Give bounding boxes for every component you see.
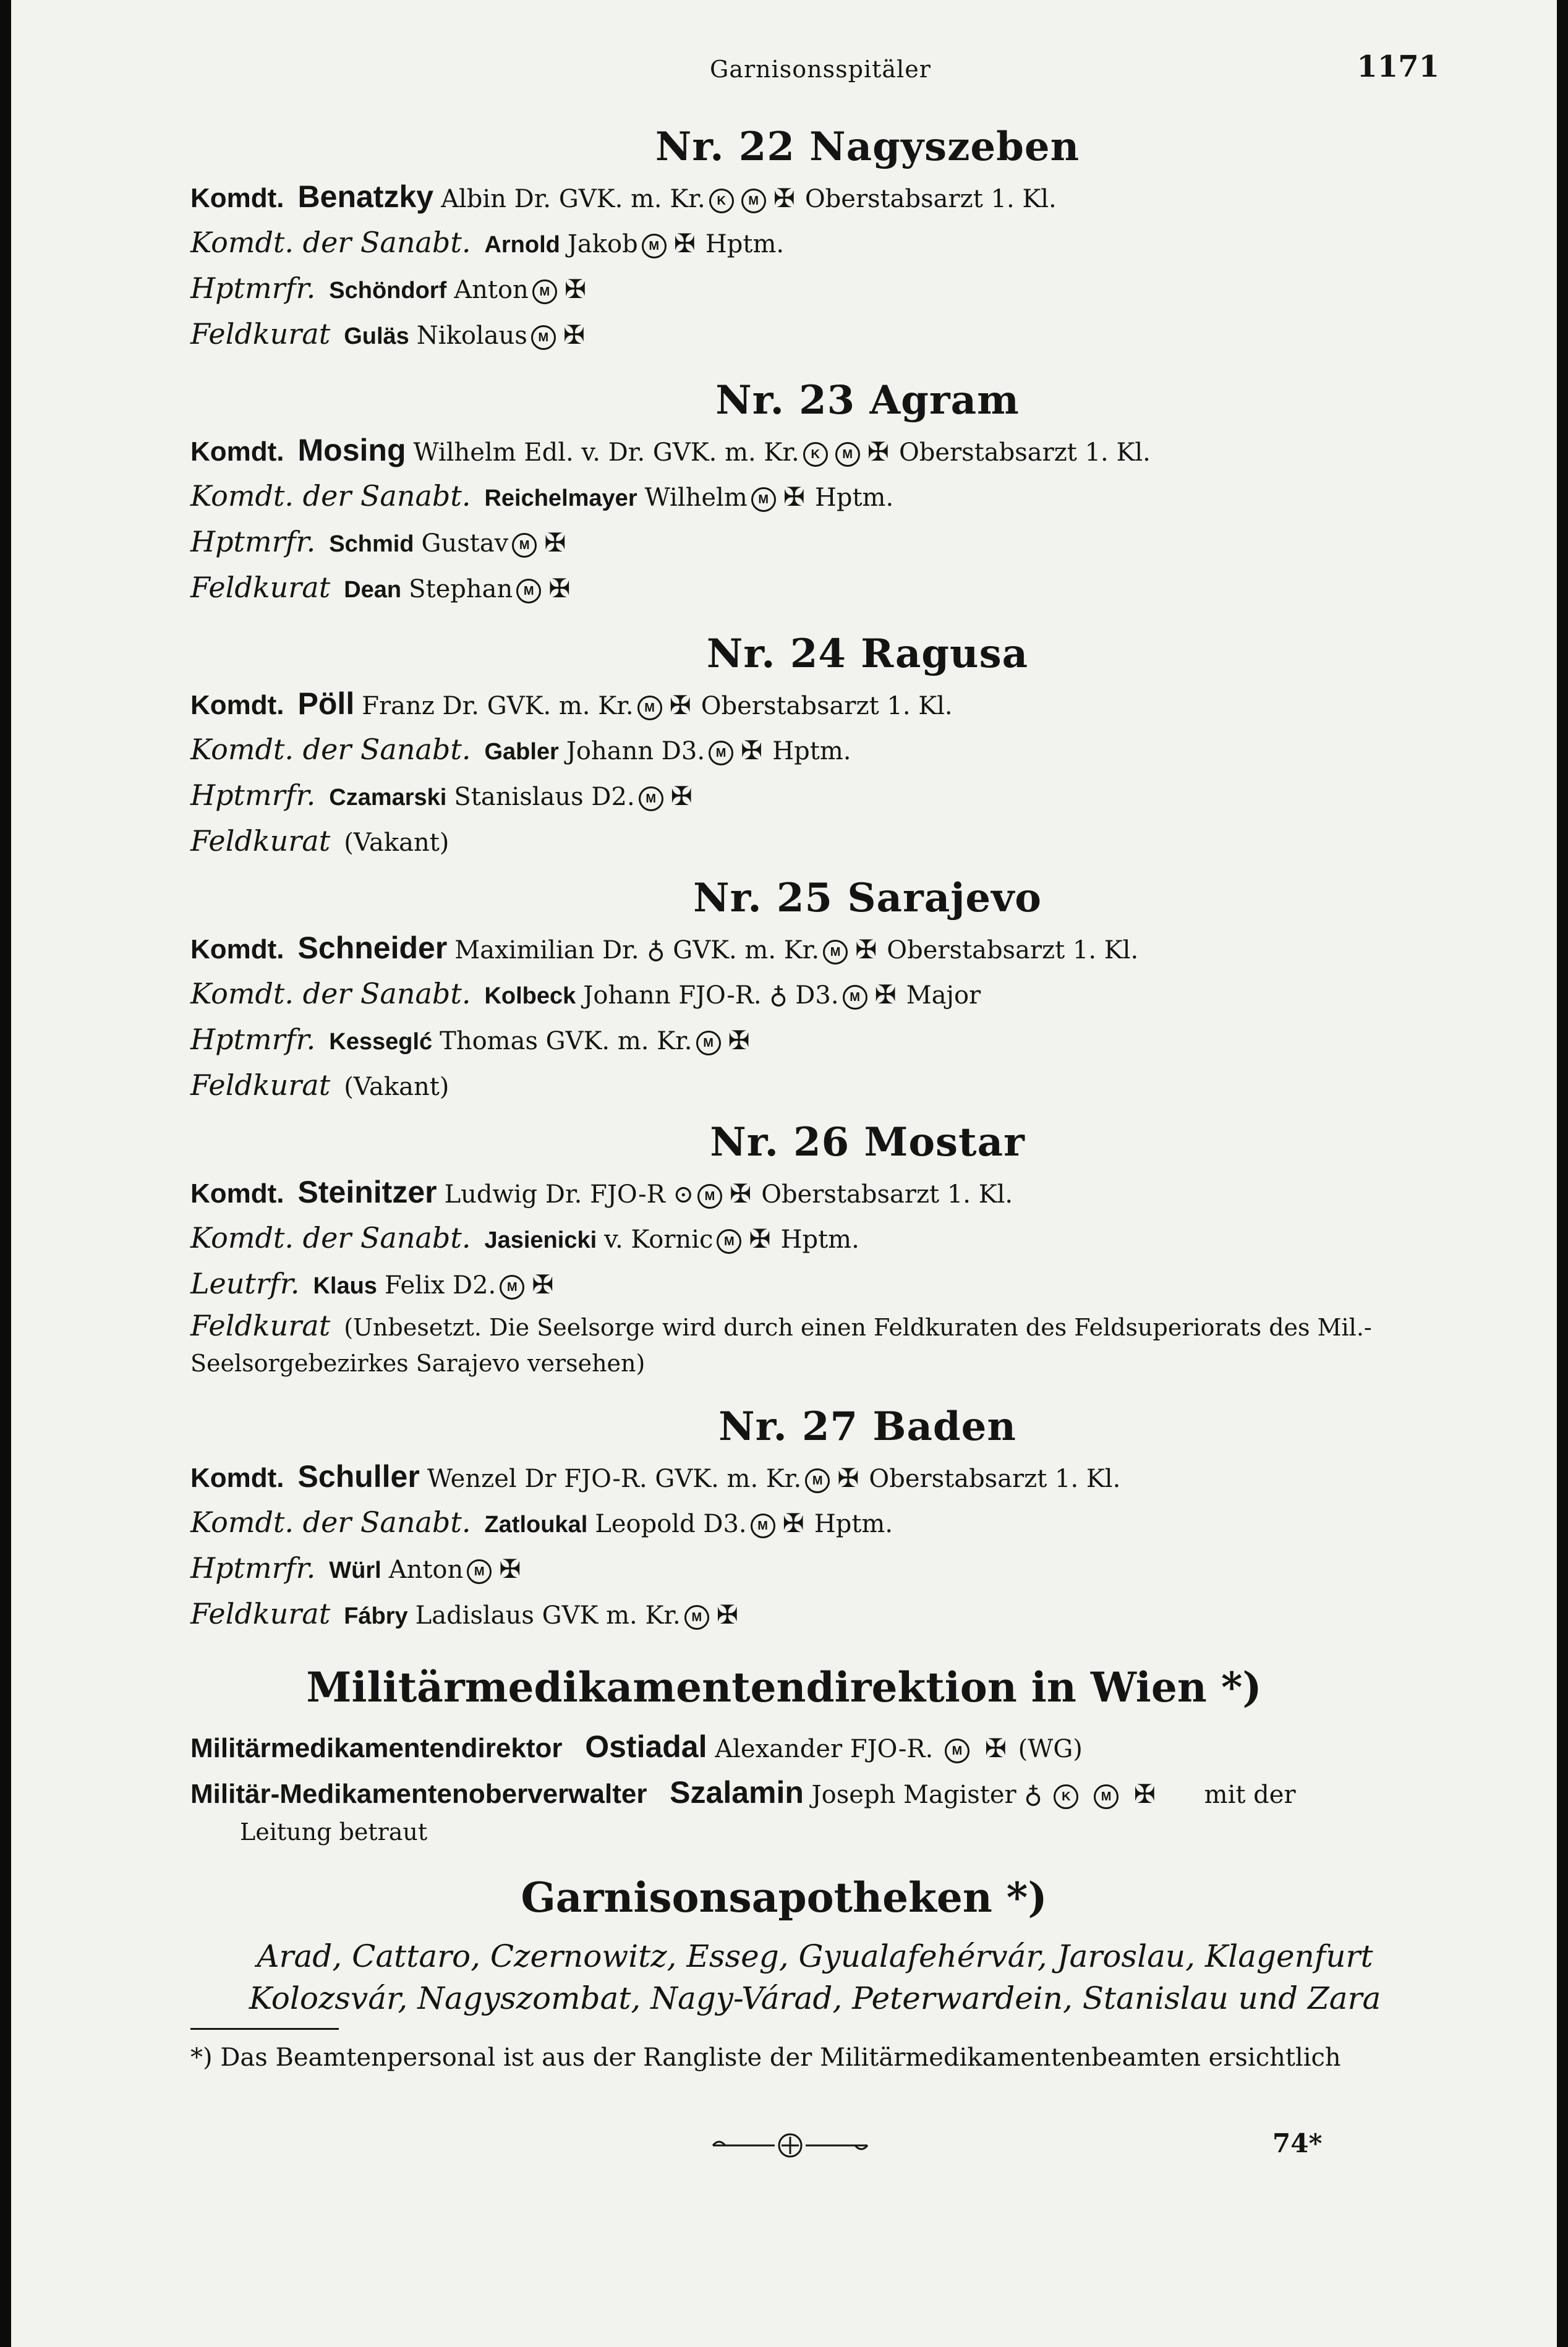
m-badge-icon: M (717, 1229, 741, 1254)
m-badge-icon: M (1094, 1784, 1118, 1809)
rank-label: Oberstabsarzt 1. Kl. (887, 936, 1139, 965)
person-name: Dean (344, 577, 402, 603)
rank-label: Hptm. (814, 483, 894, 512)
section-title: Nr. 25 Sarajevo (693, 875, 1042, 921)
staff-row (190, 266, 1433, 312)
staff-row (190, 1308, 1433, 1381)
person-details: Ludwig Dr. FJO-R ⊙ (444, 1180, 694, 1209)
person-name: Schuller (297, 1459, 420, 1494)
m-badge-icon: M (751, 487, 776, 512)
m-badge-icon: M (805, 1468, 830, 1493)
staff-row (190, 175, 1433, 221)
role-label: Komdt. (190, 690, 284, 720)
role-label: Feldkurat (190, 571, 331, 604)
role-label: Militär-Medikamentenoberverwalter (190, 1779, 647, 1809)
person-details: Alexander FJO-R. (715, 1735, 934, 1763)
m-badge-icon: M (945, 1739, 969, 1763)
section-title: Nr. 27 Baden (718, 1404, 1016, 1450)
person-tail: (WG) (1018, 1735, 1083, 1763)
person-name: Mosing (297, 433, 406, 467)
running-head (11, 49, 1557, 93)
cross-icon: ✠ (532, 1269, 554, 1300)
m-badge-icon: M (684, 1605, 709, 1630)
rank-label: Hptm. (772, 737, 851, 765)
staff-row (190, 773, 1433, 819)
cross-icon: ✠ (749, 1224, 771, 1254)
role-label: Feldkurat (190, 1068, 331, 1102)
role-label: Feldkurat (190, 824, 331, 858)
role-label: Komdt. (190, 1463, 284, 1493)
person-name: Benatzky (297, 179, 434, 214)
role-label: Komdt. (190, 934, 284, 965)
person-details: Nikolaus (416, 322, 527, 350)
m-badge-icon: M (835, 442, 860, 467)
apotheken-line-1: Arad, Cattaro, Czernowitz, Esseg, Gyualafehérvár, Jaroslau, Klagenfurt (257, 1938, 1373, 1974)
role-label: Komdt. der Sanabt. (190, 733, 471, 766)
footnote-rule (190, 2028, 339, 2030)
rank-label: Oberstabsarzt 1. Kl. (761, 1180, 1013, 1209)
person-details: Stanislaus D2. (454, 783, 635, 811)
staff-row (190, 972, 1433, 1018)
medikament-row-2-continuation: Leitung betraut (240, 1818, 428, 1846)
cross-icon: ✠ (673, 228, 696, 258)
m-badge-icon: M (642, 234, 667, 258)
cross-icon: ✠ (741, 735, 763, 765)
cross-icon: ✠ (544, 527, 566, 558)
rank-label: Hptm. (780, 1225, 859, 1254)
role-label: Komdt. der Sanabt. (190, 1506, 471, 1539)
person-details: Leopold D3. (595, 1510, 747, 1538)
person-name: Arnold (484, 232, 560, 258)
rank-label: Oberstabsarzt 1. Kl. (898, 438, 1151, 467)
person-name: Pöll (297, 686, 355, 721)
hospital-section (190, 875, 1433, 1109)
person-name: Fábry (344, 1603, 408, 1629)
hospital-section (190, 124, 1433, 358)
cross-icon: ✠ (855, 934, 877, 965)
role-label: Komdt. der Sanabt. (190, 1221, 471, 1254)
person-name: Schmid (329, 531, 414, 557)
cross-icon: ✠ (867, 437, 889, 467)
person-name: Zatloukal (484, 1512, 588, 1538)
person-details: Wilhelm Edl. v. Dr. GVK. m. Kr. (413, 438, 799, 467)
person-details: Johann D3. (566, 737, 705, 765)
signature-mark: 74* (1272, 2128, 1323, 2158)
person-details: Johann FJO-R. ♁ D3. (583, 981, 839, 1010)
role-label: Komdt. der Sanabt. (190, 977, 471, 1010)
person-details: (Vakant) (344, 828, 450, 857)
role-label: Hptmrfr. (190, 525, 316, 558)
staff-row (190, 312, 1433, 358)
footnote: *) Das Beamtenpersonal ist aus der Rangliste der Militärmedikamentenbeamten ersichtlich (190, 2043, 1341, 2072)
apotheken-list (190, 1935, 1439, 2019)
cross-icon: ✠ (783, 482, 805, 512)
role-label: Hptmrfr. (190, 271, 316, 305)
cross-icon: ✠ (728, 1025, 750, 1055)
staff-row (190, 566, 1433, 611)
person-details: Joseph Magister ♁ (811, 1781, 1042, 1809)
person-details: Jakob (567, 230, 638, 258)
m-badge-icon: M (843, 985, 867, 1010)
k-badge-icon: K (803, 442, 828, 467)
staff-row (190, 1262, 1433, 1308)
hospital-section (190, 1404, 1433, 1638)
staff-row (190, 428, 1433, 474)
m-badge-icon: M (467, 1559, 492, 1584)
staff-row (190, 1501, 1433, 1546)
m-badge-icon: M (532, 279, 557, 304)
cross-icon: ✠ (564, 274, 587, 304)
person-name: Kolbeck (484, 983, 576, 1009)
staff-row (190, 1455, 1433, 1501)
rank-label: Hptm. (814, 1510, 893, 1538)
role-label: Leutrfr. (190, 1267, 300, 1300)
cross-icon: ✠ (1133, 1779, 1156, 1809)
person-tail: mit der (1204, 1781, 1296, 1809)
staff-row (190, 1592, 1433, 1638)
role-label: Hptmrfr. (190, 1023, 316, 1056)
role-label: Militärmedikamentendirektor (190, 1733, 563, 1763)
person-name: Ostiadal (585, 1729, 707, 1764)
role-label: Komdt. (190, 183, 284, 213)
cross-icon: ✠ (716, 1599, 738, 1630)
staff-row (190, 1170, 1433, 1216)
person-details: Franz Dr. GVK. m. Kr. (362, 692, 634, 720)
staff-row (190, 926, 1433, 972)
person-details: Anton (454, 276, 529, 304)
m-badge-icon: M (512, 533, 537, 558)
hospital-section (190, 377, 1433, 611)
person-details: Ladislaus GVK m. Kr. (415, 1601, 681, 1630)
role-label: Hptmrfr. (190, 1551, 316, 1585)
apotheken-title: Garnisonsapotheken *) (521, 1873, 1047, 1922)
role-label: Komdt. der Sanabt. (190, 479, 471, 513)
staff-row (190, 1216, 1433, 1262)
cross-icon: ✠ (773, 183, 795, 213)
role-label: Feldkurat (190, 1309, 331, 1342)
k-badge-icon: K (709, 189, 734, 213)
m-badge-icon: M (823, 940, 848, 965)
person-details: Albin Dr. GVK. m. Kr. (441, 185, 705, 213)
role-label: Feldkurat (190, 317, 331, 351)
staff-row (190, 474, 1433, 520)
m-badge-icon: M (500, 1275, 524, 1300)
medikament-row-1 (190, 1725, 1439, 1771)
person-details: Maximilian Dr. ♁ GVK. m. Kr. (454, 936, 820, 965)
staff-row (190, 819, 1433, 864)
person-name: Czamarski (329, 785, 447, 811)
medikament-title: Militärmedikamentendirektion in Wien *) (306, 1663, 1262, 1711)
person-name: Steinitzer (297, 1175, 437, 1209)
cross-icon: ✠ (499, 1554, 521, 1584)
cross-icon: ✠ (730, 1178, 752, 1209)
rank-label: Hptm. (705, 230, 785, 258)
m-badge-icon: M (696, 1031, 721, 1055)
person-details: v. Kornic (604, 1225, 714, 1254)
staff-row (190, 1018, 1433, 1063)
staff-row (190, 1546, 1433, 1592)
role-label: Komdt. der Sanabt. (190, 226, 471, 259)
medikament-block (190, 1725, 1439, 1847)
m-badge-icon: M (637, 696, 662, 720)
person-name: Jasienicki (484, 1227, 597, 1253)
role-label: Feldkurat (190, 1597, 331, 1630)
rank-label: Oberstabsarzt 1. Kl. (869, 1465, 1121, 1493)
m-badge-icon: M (639, 786, 663, 811)
staff-row (190, 520, 1433, 566)
m-badge-icon: M (709, 741, 733, 765)
person-name: Schneider (297, 931, 448, 965)
staff-row (190, 682, 1433, 728)
rank-label: Oberstabsarzt 1. Kl. (804, 185, 1057, 213)
cross-icon: ✠ (670, 781, 692, 811)
hospital-section (190, 1119, 1433, 1381)
cross-icon: ✠ (874, 979, 897, 1010)
person-name: Würl (329, 1557, 381, 1583)
person-name: Reichelmayer (484, 485, 637, 511)
person-details: Anton (388, 1556, 464, 1584)
m-badge-icon: M (741, 189, 766, 213)
rank-label: Major (906, 981, 981, 1010)
person-details: Stephan (409, 575, 513, 603)
section-title: Nr. 26 Mostar (710, 1119, 1025, 1165)
section-title: Nr. 23 Agram (715, 377, 1020, 424)
cross-icon: ✠ (782, 1508, 804, 1538)
running-head-title: Garnisonsspitäler (710, 56, 931, 83)
person-details: Thomas GVK. m. Kr. (440, 1027, 692, 1055)
person-details: (Vakant) (344, 1073, 450, 1101)
person-name: Schöndorf (329, 278, 447, 304)
hospital-section (190, 631, 1433, 864)
person-name: Guläs (344, 323, 409, 349)
medikament-row-2 (190, 1771, 1439, 1817)
staff-row (190, 728, 1433, 773)
person-details: (Unbesetzt. Die Seelsorge wird durch einen Feldkuraten des Feldsuperiorats des Mil.-Seelsorgebezirkes Sarajevo versehen) (190, 1314, 1372, 1377)
person-details: Wilhelm (644, 483, 748, 512)
section-title: Nr. 22 Nagyszeben (655, 124, 1080, 170)
person-name: Klaus (313, 1273, 377, 1299)
m-badge-icon: M (516, 579, 541, 603)
cross-icon: ✠ (837, 1463, 859, 1493)
role-label: Komdt. (190, 1178, 284, 1209)
staff-row (190, 221, 1433, 266)
apotheken-line-2: Kolozsvár, Nagyszombat, Nagy-Várad, Peterwardein, Stanislau und Zara (249, 1980, 1381, 2016)
person-name: Szalamin (670, 1775, 804, 1810)
section-title: Nr. 24 Ragusa (706, 631, 1029, 677)
cross-icon: ✠ (669, 690, 691, 720)
staff-row (190, 1063, 1433, 1109)
person-details: Wenzel Dr FJO-R. GVK. m. Kr. (427, 1465, 802, 1493)
person-name: Gabler (484, 739, 559, 765)
page-number: 1171 (1357, 49, 1439, 84)
ornament-icon (710, 2127, 871, 2164)
person-details: Gustav (421, 529, 509, 558)
person-name: Kesseglć (329, 1029, 433, 1055)
cross-icon: ✠ (548, 573, 571, 603)
k-badge-icon: K (1054, 1784, 1078, 1809)
cross-icon: ✠ (984, 1733, 1007, 1763)
cross-icon: ✠ (563, 320, 586, 350)
m-badge-icon: M (751, 1514, 775, 1538)
rank-label: Oberstabsarzt 1. Kl. (701, 692, 953, 720)
person-details: Felix D2. (384, 1271, 496, 1300)
role-label: Hptmrfr. (190, 778, 316, 812)
page (11, 0, 1557, 2347)
role-label: Komdt. (190, 437, 284, 467)
m-badge-icon: M (531, 325, 556, 350)
m-badge-icon: M (697, 1184, 722, 1209)
